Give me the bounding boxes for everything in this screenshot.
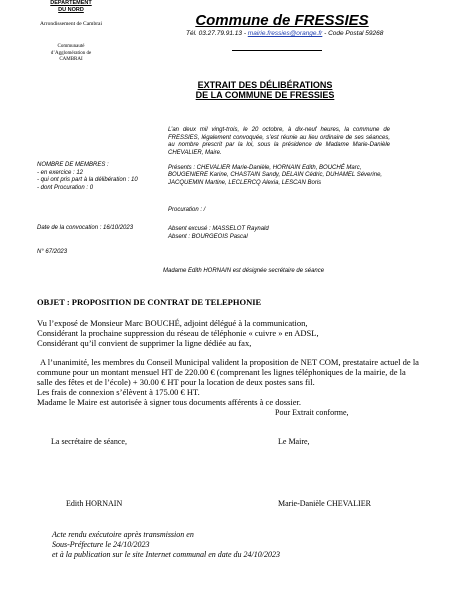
secretary-designation: Madame Edith HORNAIN est désignée secrétaire de séance bbox=[163, 268, 325, 274]
body-paragraph-6: Madame le Maire est autorisée à signer tous documents afférents à ce dossier. bbox=[37, 397, 301, 407]
deliberation-number: N° 67/2023 bbox=[37, 249, 68, 255]
mayor-name: Marie-Danièle CHEVALIER bbox=[278, 499, 371, 508]
footer-line2: Sous-Préfecture le 24/10/2023 bbox=[52, 540, 150, 549]
absent-excuse: Absent excusé : MASSELOT Raynald bbox=[168, 226, 269, 232]
members-block bbox=[37, 162, 162, 192]
members-participated: - qui ont pris part à la délibération : 10 bbox=[37, 177, 138, 184]
department-line1: DEPARTEMENT bbox=[50, 0, 92, 6]
convocation-date: Date de la convocation : 16/10/2023 bbox=[37, 225, 134, 231]
executory-note bbox=[52, 530, 382, 560]
footer-line3: et à la publication sur le site Internet communal en date du 24/10/2023 bbox=[52, 550, 280, 559]
absents-block bbox=[168, 225, 393, 241]
presents-list: Présents : CHEVALIER Marie-Danièle, HORNAIN Edith, BOUCHÉ Marc, BOUGENIERE Karine, CHASTAIN Sandy, DELAIN Cédric, DUHAMEL Séverine, JACQUEMIN Martine, LECLERCQ Alexia, LESCAN Boris bbox=[168, 165, 383, 186]
mayor-label: Le Maire, bbox=[278, 437, 310, 446]
members-proxy: - dont Procuration : 0 bbox=[37, 184, 94, 191]
title-line2: DE LA COMMUNE DE FRESSIES bbox=[195, 90, 335, 100]
body-paragraph-5: Les frais de connexion s’élèvent à 175.00 € HT. bbox=[37, 387, 200, 397]
communaute-line2: d’Agglomération de bbox=[50, 50, 92, 56]
intro-paragraph: L’an deux mil vingt-trois, le 20 octobre, à dix-neuf heures, la commune de FRESSIES, légalement convoquée, s’est réunie au lieu ordinaire de ses séances, au nombre prescrit par la loi, sous la présidence de Madame Marie-Danièle CHEVALIER, Maire. bbox=[168, 127, 390, 156]
deliberation-body bbox=[37, 318, 422, 407]
department-line2: DU NORD bbox=[58, 6, 84, 13]
secretary-label: La secrétaire de séance, bbox=[51, 437, 127, 446]
title-line1: EXTRAIT DES DÉLIBÉRATIONS bbox=[197, 80, 333, 90]
communaute-line1: Communauté bbox=[57, 44, 85, 49]
contact-line bbox=[186, 30, 386, 38]
pour-extrait-conforme: Pour Extrait conforme, bbox=[275, 408, 349, 417]
communaute-line3: CAMBRAI bbox=[59, 57, 83, 62]
department-block bbox=[26, 0, 116, 13]
header-divider bbox=[232, 50, 322, 51]
commune-title: Commune de FRESSIES bbox=[195, 12, 369, 29]
document-title bbox=[180, 80, 350, 100]
tel-text: Tél. 03.27.79.91.13 - bbox=[186, 30, 248, 37]
procuration: Procuration : / bbox=[168, 207, 206, 213]
members-exercise: - en exercice : 12 bbox=[37, 169, 84, 176]
footer-line1: Acte rendu exécutoire après transmission en bbox=[52, 530, 194, 539]
body-paragraph-4: A l’unanimité, les membres du Conseil Municipal valident la proposition de NET COM, prestataire actuel de la commune pour un montant mensuel HT de 220.00 € (comprenant les lignes téléphoniques de la mairie, de la salle des fêtes et de l’école) + 30.00 € HT pour la location de deux postes sans fil. bbox=[37, 357, 419, 387]
members-label: NOMBRE DE MEMBRES : bbox=[37, 162, 109, 168]
body-paragraph-3: Considérant qu’il convient de supprimer la ligne dédiée au fax, bbox=[37, 338, 252, 348]
objet-heading: OBJET : PROPOSITION DE CONTRAT DE TELEPHONIE bbox=[37, 297, 262, 307]
communaute-block bbox=[20, 44, 122, 64]
secretary-name: Edith HORNAIN bbox=[66, 499, 123, 508]
body-paragraph-2: Considérant la prochaine suppression du réseau de téléphonie « cuivre » en ADSL, bbox=[37, 328, 319, 338]
absent: Absent : BOURGEOIS Pascal bbox=[168, 234, 248, 240]
postal-code: - Code Postal 59268 bbox=[322, 30, 384, 37]
body-paragraph-1: Vu l’exposé de Monsieur Marc BOUCHÉ, adjoint délégué à la communication, bbox=[37, 318, 308, 328]
arrondissement: Arrondissement de Cambrai bbox=[39, 21, 102, 27]
email-link[interactable]: mairie.fressies@orange.fr bbox=[247, 30, 323, 37]
